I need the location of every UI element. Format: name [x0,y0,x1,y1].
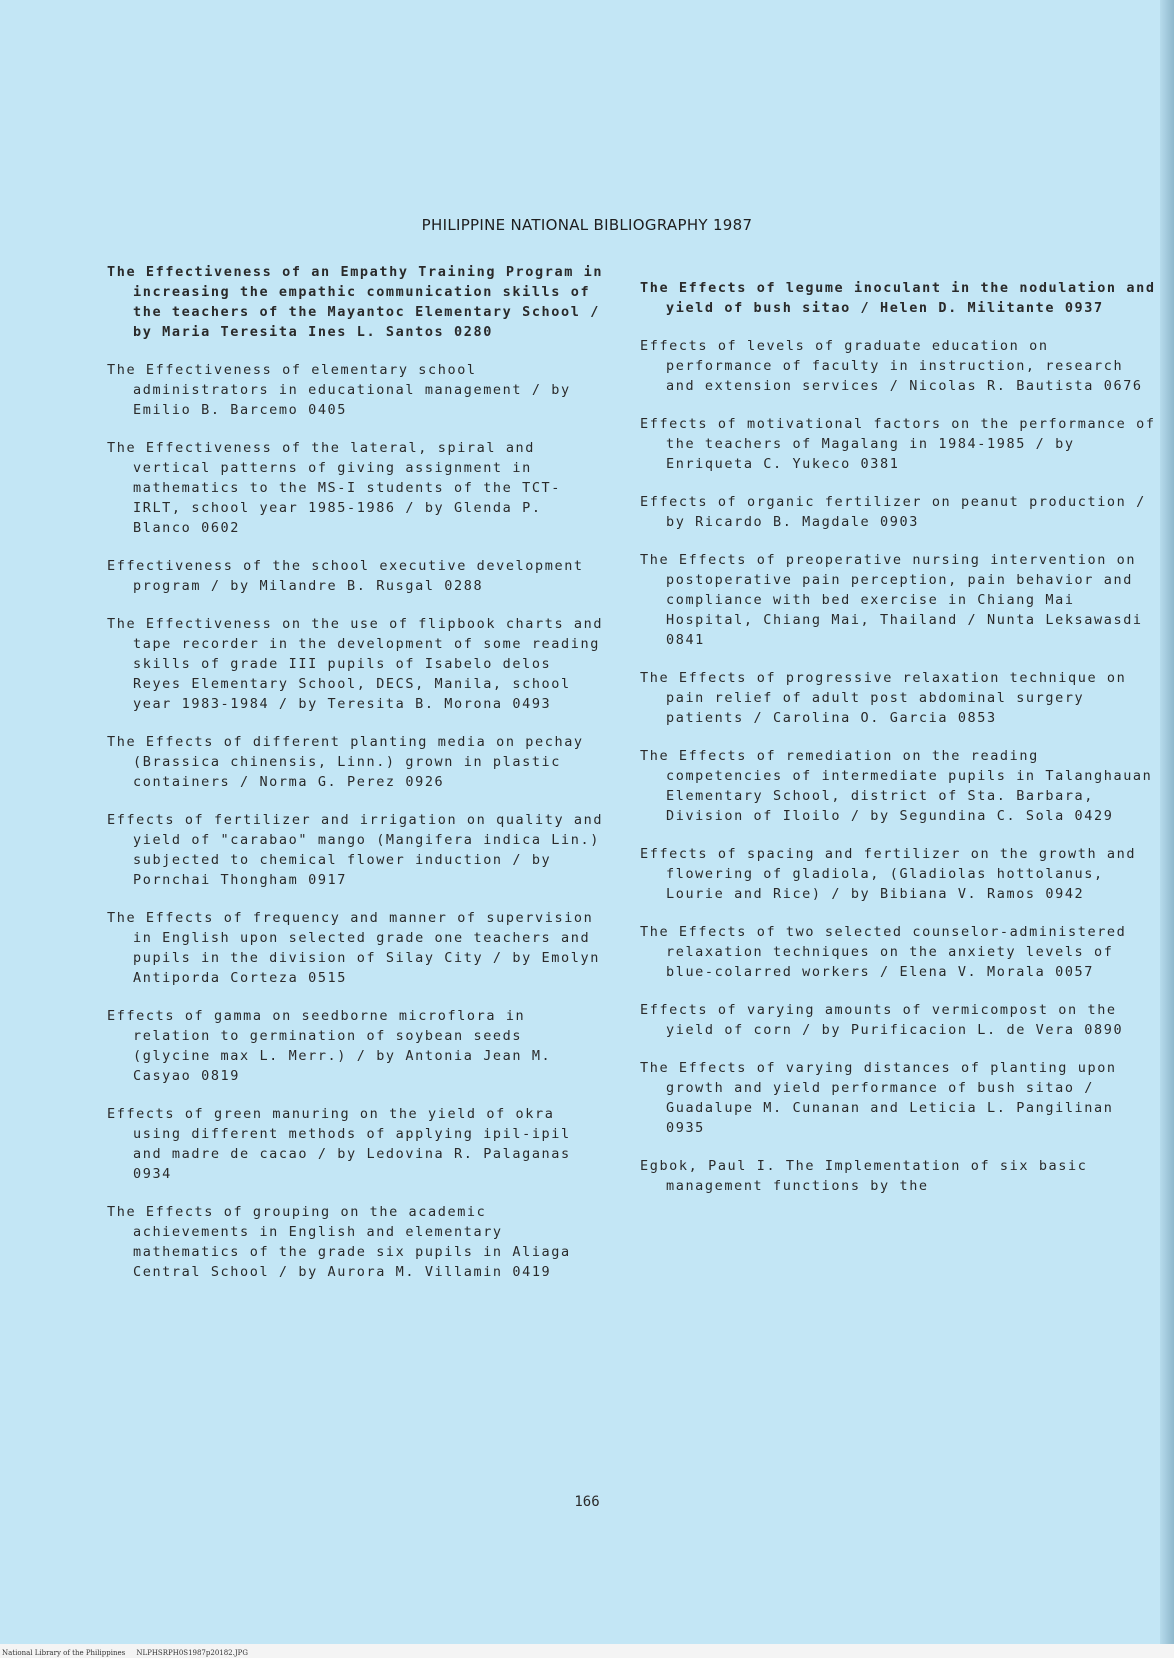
bibliography-entry: The Effects of grouping on the academic achievements in English and elementary mathematics of the grade six pupils in Aliaga Central School / by Aurora M. Villamin 0419 [107,1204,571,1280]
bibliography-entry: The Effects of legume inoculant in the nodulation and yield of bush sitao / Helen D. Militante 0937 [640,280,1156,316]
bibliography-entry: The Effects of progressive relaxation technique on pain relief of adult post abdominal surgery patients / Carolina O. Garcia 0853 [640,670,1127,726]
footer-strip [0,1644,1174,1658]
bibliography-entry: Egbok, Paul I. The Implementation of six basic management functions by the [640,1158,1088,1194]
bibliography-entry: Effects of green manuring on the yield of okra using different methods of applying ipil-ipil and madre de cacao / by Ledovina R. Palaganas 0934 [107,1106,571,1182]
bibliography-entry: The Effects of varying distances of planting upon growth and yield performance of bush sitao / Guadalupe M. Cunanan and Leticia L. Pangilinan 0935 [640,1060,1117,1136]
bibliography-entry: Effects of organic fertilizer on peanut production / by Ricardo B. Magdale 0903 [640,494,1146,530]
bibliography-entry: Effects of spacing and fertilizer on the growth and flowering of gladiola, (Gladiolas hottolanus, Lourie and Rice) / by Bibiana V. Ramos 0942 [640,846,1137,902]
bibliography-entry: The Effects of two selected counselor-administered relaxation techniques on the anxiety levels of blue-colarred workers / Elena V. Morala 0057 [640,924,1127,980]
left-column [107,262,607,1300]
bibliography-entry: The Effects of remediation on the reading competencies of intermediate pupils in Talanghauan Elementary School, district of Sta. Barbara, Division of Iloilo / by Segundina C. Sola 0429 [640,748,1153,824]
bibliography-entry: Effects of fertilizer and irrigation on quality and yield of "carabao" mango (Mangifera indica Lin.) subjected to chemical flower induction / by Pornchai Thongham 0917 [107,812,604,888]
bibliography-entry: Effects of levels of graduate education on performance of faculty in instruction, research and extension services / Nicolas R. Bautista 0676 [640,338,1143,394]
bibliography-entry: The Effectiveness of the lateral, spiral and vertical patterns of giving assignment in mathematics to the MS-I students of the TCT-IRLT, school year 1985-1986 / by Glenda P. Blanco 0602 [107,440,562,536]
bibliography-entry: The Effectiveness on the use of flipbook charts and tape recorder in the development of some reading skills of grade III pupils of Isabelo delos Reyes Elementary School, DECS, Manila, school year 1983-1984 / by Teresita B. Morona 0493 [107,616,604,712]
bibliography-entry: Effects of varying amounts of vermicompost on the yield of corn / by Purificacion L. de Vera 0890 [640,1002,1124,1038]
bibliography-entry: The Effectiveness of an Empathy Training Program in increasing the empathic communication skills of the teachers of the Mayantoc Elementary School / by Maria Teresita Ines L. Santos 0280 [107,264,604,340]
bibliography-entry: The Effectiveness of elementary school administrators in educational management / by Emilio B. Barcemo 0405 [107,362,571,418]
page-header: PHILIPPINE NATIONAL BIBLIOGRAPHY 1987 [421,216,753,234]
right-column [640,278,1160,1214]
bibliography-entry: Effects of gamma on seedborne microflora in relation to germination of soybean seeds (glycine max L. Merr.) / by Antonia Jean M. Casyao 0819 [107,1008,552,1084]
bibliography-entry: Effectiveness of the school executive development program / by Milandre B. Rusgal 0288 [107,558,584,594]
page-edge-shadow [1160,0,1174,1658]
page-number: 166 [574,1494,600,1510]
bibliography-entry: The Effects of frequency and manner of supervision in English upon selected grade one teachers and pupils in the division of Silay City / by Emolyn Antiporda Corteza 0515 [107,910,600,986]
bibliography-entry: The Effects of preoperative nursing intervention on postoperative pain perception, pain behavior and compliance with bed exercise in Chiang Mai Hospital, Chiang Mai, Thailand / Nunta Leksawasdi 0841 [640,552,1143,648]
bibliography-entry: The Effects of different planting media on pechay (Brassica chinensis, Linn.) grown in plastic containers / Norma G. Perez 0926 [107,734,584,790]
footer-caption: National Library of the Philippines NLPHSRPH0S1987p20182.JPG [2,1649,248,1657]
bibliography-entry: Effects of motivational factors on the performance of the teachers of Magalang in 1984-1985 / by Enriqueta C. Yukeco 0381 [640,416,1156,472]
